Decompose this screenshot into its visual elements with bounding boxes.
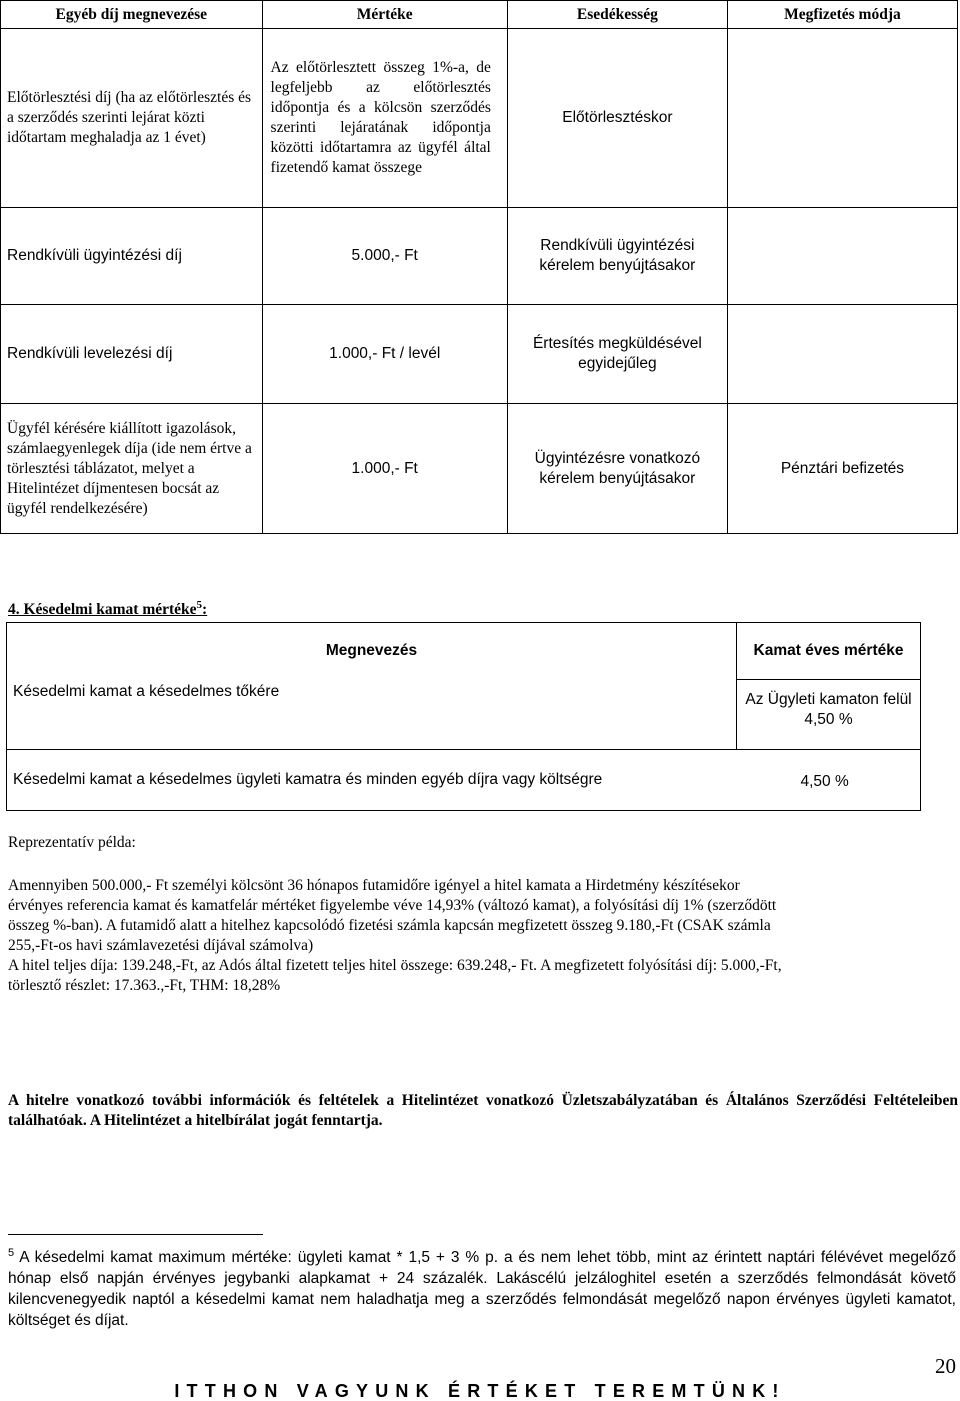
late-interest-header-row	[7, 623, 921, 680]
header-due: Esedékesség	[507, 1, 727, 29]
fee-name: Előtörlesztési díj (ha az előtörlesztés és a szerződés szerinti lejárat közti időtartam meghaladja az 1 évet)	[1, 29, 263, 208]
fee-due: Értesítés megküldésével egyidejűleg	[507, 305, 727, 404]
example-line: Amennyiben 500.000,- Ft személyi kölcsönt 36 hónapos futamidőre igényel a hitel kamata a Hirdetmény készítésekor	[8, 877, 740, 894]
fee-payment	[727, 208, 957, 305]
fee-due: Előtörlesztéskor	[507, 29, 727, 208]
fee-due: Rendkívüli ügyintézési kérelem benyújtásakor	[507, 208, 727, 305]
header-amount: Mértéke	[262, 1, 507, 29]
late-row2-name: Késedelmi kamat a késedelmes ügyleti kamatra és minden egyéb díjra vagy költségre	[13, 771, 603, 788]
example-line: 255,-Ft-os havi számlavezetési díjával számolva)	[8, 937, 314, 954]
fee-name: Ügyfél kérésére kiállított igazolások, számlaegyenlegek díja (ide nem értve a törlesztési táblázatot, melyet a Hitelintézet díjmentesen bocsát az ügyfél rendelkezésére)	[1, 404, 263, 534]
example-line: törlesztő részlet: 17.363.,-Ft, THM: 18,28%	[8, 977, 281, 994]
late-row2	[7, 750, 921, 811]
footnote-ref: 5	[196, 598, 203, 611]
fee-amount: 5.000,- Ft	[262, 208, 507, 305]
col-name-header: Megnevezés	[7, 623, 737, 680]
late-interest-heading-text: 4. Késedelmi kamat mértéke	[8, 601, 197, 618]
fee-name: Rendkívüli levelezési díj	[1, 305, 263, 404]
fee-payment	[727, 29, 957, 208]
page-number: 20	[935, 1354, 956, 1378]
late-row1-name: Késedelmi kamat a késedelmes tőkére	[7, 680, 737, 750]
example-line: érvényes referencia kamat és kamatfelár mértéket figyelembe véve 14,93% (változó kamat), a folyósítási díj 1% (szerződött	[8, 897, 777, 914]
fees-table	[0, 0, 958, 534]
late-interest-heading-colon: :	[202, 601, 208, 618]
footnote-text: A késedelmi kamat maximum mértéke: ügyleti kamat * 1,5 + 3 % p. a és nem lehet több, mint az érintett naptári félévévet megelőző hónap első napján érvényes jegybanki alapkamat + 24 százalék. Lakáscélú jelzáloghitel esetén a szerződés felmondását követő kilencvenegyedik naptól a késedelmi kamat nem haladhatja meg a szerződés felmondását megelőző napon érvényes ügyleti kamatot, költséget és díjat.	[8, 1249, 956, 1329]
fee-name: Rendkívüli ügyintézési díj	[1, 208, 263, 305]
example-line: összeg %-ban). A futamidő alatt a hitelhez kapcsolódó fizetési számla kapcsán megfizetett összeg 9.180,-Ft (CSAK számla	[8, 917, 771, 934]
table-row	[1, 305, 958, 404]
fee-payment	[727, 305, 957, 404]
table-row	[7, 680, 921, 750]
table-row	[1, 404, 958, 534]
fee-payment: Pénztári befizetés	[727, 404, 957, 534]
fee-amount: 1.000,- Ft / levél	[262, 305, 507, 404]
late-interest-heading	[8, 600, 207, 620]
example-body	[8, 876, 956, 996]
fee-amount: Az előtörlesztett összeg 1%-a, de legfeljebb az előtörlesztés időpontja és a kölcsön szerződés szerinti lejáratának időpontja közötti időtartamra az ügyfél által fizetendő kamat összege	[262, 29, 507, 208]
footnote-number: 5	[8, 1246, 15, 1259]
footer-motto: ITTHON VAGYUNK ÉRTÉKET TEREMTÜNK!	[174, 1381, 786, 1401]
late-interest-table	[6, 622, 921, 811]
header-name: Egyéb díj megnevezése	[1, 1, 263, 29]
table-row	[7, 750, 921, 811]
late-row2-rate: 4,50 %	[800, 772, 849, 790]
fee-amount: 1.000,- Ft	[262, 404, 507, 534]
table-row	[1, 29, 958, 208]
table-row	[1, 208, 958, 305]
fees-table-header-row	[1, 1, 958, 29]
fee-due: Ügyintézésre vonatkozó kérelem benyújtásakor	[507, 404, 727, 534]
example-title: Reprezentatív példa:	[8, 834, 136, 851]
header-payment: Megfizetés módja	[727, 1, 957, 29]
notice-paragraph: A hitelre vonatkozó további információk és feltételek a Hitelintézet vonatkozó Üzletszabályzatában és Általános Szerződési Feltételeiben találhatóak. A Hitelintézet a hitelbírálat jogát fenntartja.	[8, 1092, 958, 1129]
col-rate-header: Kamat éves mértéke	[737, 623, 921, 680]
footnote-divider	[8, 1234, 263, 1235]
footnote	[8, 1247, 956, 1331]
late-row1-rate: Az Ügyleti kamaton felül 4,50 %	[737, 680, 921, 750]
example-line: A hitel teljes díja: 139.248,-Ft, az Adós által fizetett teljes hitel összege: 639.248,- Ft. A megfizetett folyósítási díj: 5.000,-Ft,	[8, 957, 782, 974]
